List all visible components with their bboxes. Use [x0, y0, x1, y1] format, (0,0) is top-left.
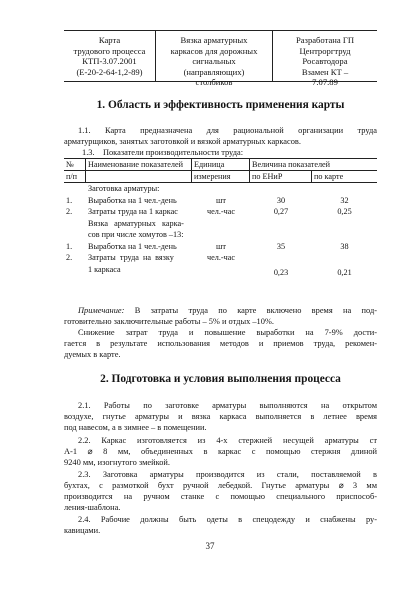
cell-unit: чел.-час — [207, 253, 235, 263]
productivity-table — [64, 158, 377, 278]
cell-enir — [250, 252, 312, 264]
section-1-title: 1. Область и эффективность применения карты — [96, 99, 345, 111]
cell-card — [312, 252, 377, 264]
cell-unit — [192, 218, 250, 230]
cell-unit: шт — [216, 241, 226, 251]
text-line: 2.4. Рабочие должны быть одеты в спецодежду и снабжены ру- — [78, 515, 377, 524]
header-text: Вязка арматурных — [180, 35, 248, 45]
table-subheader-row — [64, 171, 377, 183]
text-line: дуемых в карте. — [64, 350, 121, 359]
col-unit-measure-header: измерения — [192, 171, 250, 182]
text-line: ления-шаблона. — [64, 503, 121, 512]
table-row — [64, 264, 377, 278]
cell-enir — [250, 183, 312, 195]
header-text: Карта — [98, 35, 121, 45]
col-name-header: Наименование показателей — [86, 159, 192, 170]
text-line: Снижение затрат труда и повышение выработки на 7-9% дости- — [78, 328, 377, 337]
header-text: 7.07.89 — [312, 77, 338, 88]
table-row — [64, 252, 377, 264]
table-row — [64, 195, 377, 207]
cell-name: Заготовка арматуры: — [88, 184, 160, 194]
table-row — [64, 229, 377, 241]
col-pp-header: п/п — [64, 171, 86, 182]
note-label: Примечание: — [78, 306, 125, 315]
cell-card: 32 — [340, 195, 349, 205]
cell-name: Вязка арматурных карка- — [88, 218, 184, 228]
text-line: 2.3. Заготовка арматуры производится из стали, поставляемой в — [78, 470, 377, 479]
header-text: каркасов для дорожных — [170, 45, 258, 56]
reduction-paragraph — [64, 327, 377, 360]
header-text: сигнальных — [192, 56, 236, 67]
col-empty-header — [86, 171, 192, 182]
header-text: Росавтодора — [302, 56, 348, 67]
cell-no — [64, 264, 86, 278]
header-text: Разработана ГП — [295, 35, 355, 45]
note-paragraph — [64, 305, 377, 327]
cell-name: Выработка на 1 чел.-день — [88, 195, 177, 205]
paragraph-1-1 — [64, 125, 377, 147]
section-2-title: 2. Подготовка и условия выполнения процесса — [100, 373, 341, 385]
text-line: 2.1. Работы по заготовке арматуры выполняются на открытом — [78, 401, 377, 410]
cell-card — [312, 218, 377, 230]
paragraph-2-1 — [64, 400, 377, 433]
cell-enir: 30 — [276, 195, 286, 205]
cell-enir: 35 — [276, 241, 286, 251]
col-enir-header: по ЕНиР — [250, 171, 312, 182]
header-card-id — [64, 31, 156, 81]
cell-no: 1. — [66, 195, 73, 205]
header-text: столбиков — [195, 77, 233, 88]
cell-no: 1. — [66, 241, 73, 251]
cell-no — [64, 183, 86, 195]
cell-no — [64, 218, 86, 230]
page-number: 37 — [205, 541, 215, 551]
table-row — [64, 218, 377, 230]
table-body — [64, 183, 377, 278]
header-text: КТП-3.07.2001 — [82, 56, 137, 67]
note-text: В затраты труда по карте включено время на под- — [124, 306, 377, 315]
cell-no: 2. — [66, 207, 73, 217]
cell-unit — [192, 183, 250, 195]
header-text: (направляющих) — [183, 66, 245, 77]
cell-unit: чел.-час — [207, 207, 235, 217]
cell-name: Выработка на 1 чел.-день — [88, 241, 177, 251]
text-line: воздухе, гнутье арматуры и вязка каркаса выполняется в летнее время — [64, 412, 377, 421]
table-row — [64, 183, 377, 195]
paragraph-2-2 — [64, 435, 377, 468]
text-line: гается в результате использования методов и приемов труда, рекомен- — [64, 339, 377, 348]
header-text: Взамен КТ – — [301, 66, 349, 77]
cell-card: 38 — [340, 241, 349, 251]
text-line: под навесом, а в зимнее – в помещении. — [64, 423, 207, 432]
cell-no: 2. — [66, 253, 73, 263]
header-text: трудового процесса — [73, 45, 146, 56]
col-card-header: по карте — [314, 172, 344, 182]
table-row — [64, 241, 377, 253]
paragraph-2-3 — [64, 469, 377, 513]
cell-unit — [192, 264, 250, 278]
cell-enir: 0,27 — [273, 207, 289, 217]
col-number-header: № — [64, 159, 86, 170]
text-line: бухтах, с размоткой бухт ручной лебедкой. Гнутье арматуры ⌀ 3 мм — [64, 481, 377, 490]
paragraph-1-3: 1.3. Показатели производительности труда: — [82, 148, 244, 157]
header-text: (Е-20-2-64-1,2-89) — [76, 66, 143, 77]
cell-unit — [192, 229, 250, 241]
text-line: арматурщиков, занятых заготовкой и вязкой арматурных каркасов. — [64, 137, 301, 146]
cell-name: сов при числе хомутов –13: — [88, 230, 184, 240]
text-line: готовительно заключительные работы – 5% и отдых –10%. — [64, 317, 274, 326]
paragraph-2-4 — [64, 514, 377, 536]
header-developer — [273, 31, 377, 88]
cell-name: Затраты труда на вязку — [88, 253, 174, 263]
table-row — [64, 206, 377, 218]
cell-name: 1 каркаса — [88, 264, 121, 274]
cell-enir: 0,23 — [273, 267, 289, 277]
cell-no — [64, 229, 86, 241]
cell-card: 0,25 — [337, 207, 352, 217]
cell-name: Затраты труда на 1 каркас — [88, 207, 178, 217]
text-line — [64, 305, 377, 316]
text-line: 2.2. Каркас изготовляется из 4-х стержней несущей арматуры ст — [78, 436, 377, 445]
table-header-row — [64, 158, 377, 171]
header-table — [64, 30, 377, 88]
col-values-header: Величина показателей — [252, 160, 331, 169]
text-line: кавицами. — [64, 526, 101, 535]
text-line: 9240 мм, изогнутого змейкой. — [64, 458, 171, 467]
cell-enir — [250, 229, 312, 241]
cell-unit: шт — [216, 195, 226, 205]
cell-card: 0,21 — [337, 267, 352, 277]
header-card-title — [156, 31, 273, 88]
col-unit-header: Единица — [192, 159, 250, 170]
cell-enir — [250, 218, 312, 230]
text-line: 1.1. Карта предназначена для рациональной организации труда — [78, 126, 377, 135]
header-text: Центроргтруд — [299, 45, 351, 56]
text-line: А-1 ⌀ 8 мм, объединенных в каркас с помощью стержня длиной — [64, 447, 377, 456]
cell-card — [312, 229, 377, 241]
cell-card — [312, 183, 377, 195]
text-line: производится на ручном станке с помощью специального приспособ- — [64, 492, 377, 501]
